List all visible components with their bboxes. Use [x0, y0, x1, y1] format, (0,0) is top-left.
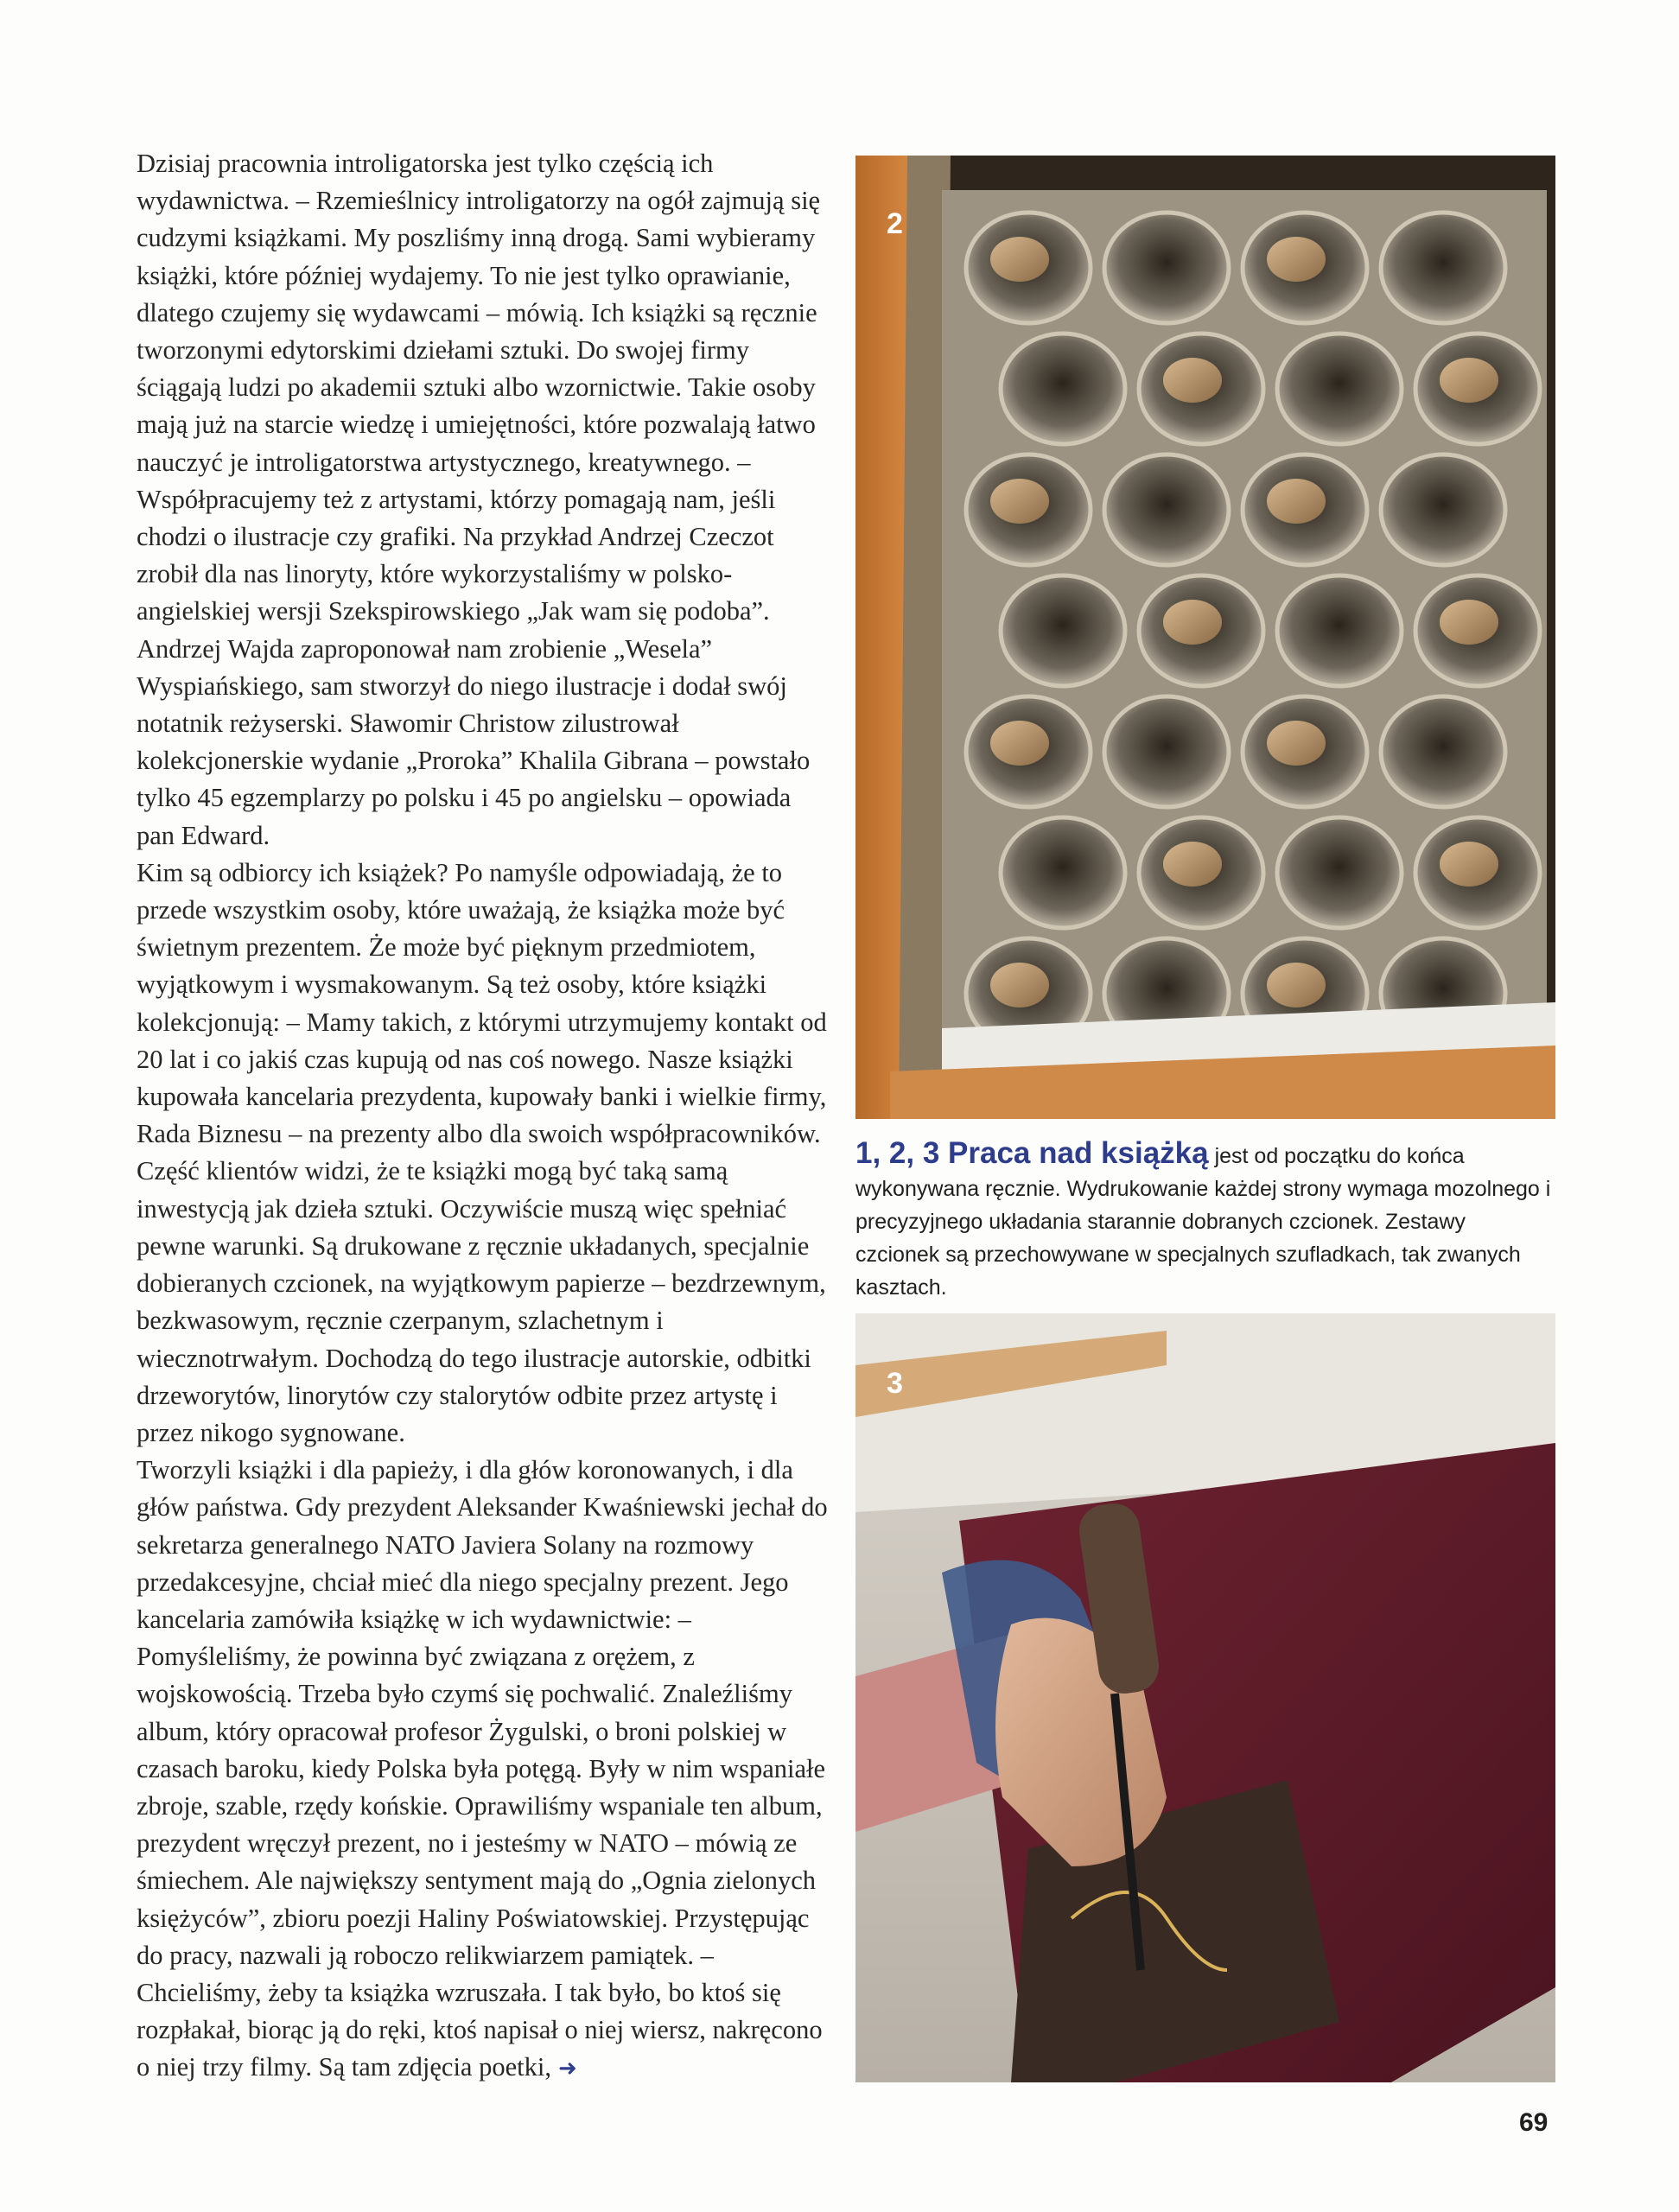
tool-handle: [1267, 237, 1326, 282]
article-paragraph-2: Kim są odbiorcy ich książek? Po namyśle odpowiadają, że to przede wszystkim osoby, które uważają, że książka może być świetnym prezentem. Że może być pięknym przedmiotem, wyjątkowym i wysmakowanym. Są też osoby, które książki kolekcjonują: – Mamy takich, z którymi utrzymujemy kontakt od 20 lat i co jakiś czas kupują od nas coś nowego. Nasze książki kupowała kancelaria prezydenta, kupowały banki i wielkie firmy, Rada Biznesu – na prezenty albo dla swoich współpracowników. Część klientów widzi, że te książki mogą być taką samą inwestycją jak dzieła sztuki. Oczywiście muszą więc spełniać pewne warunki. Są drukowane z ręcznie układanych, specjalnie dobieranych czcionek, na wyjątkowym papierze – bezdrzewnym, bezkwasowym, ręcznie czerpanym, szlachetnym i wiecznotrwałym. Dochodzą do tego ilustracje autorskie, odbitki drzeworytów, linorytów czy stalorytów odbite przez artystę i przez nikogo sygnowane.: [137, 857, 827, 1447]
tool-tube: [1104, 454, 1229, 565]
photo-tools-illustration: [855, 156, 1555, 1119]
tool-handle: [1440, 600, 1498, 645]
tool-handle: [1440, 842, 1498, 887]
photo-number-3: 3: [887, 1367, 903, 1400]
caption-lead: 1, 2, 3 Praca nad książką: [855, 1136, 1209, 1170]
article-text-column: [137, 145, 828, 2088]
tool-tube: [1104, 213, 1229, 323]
tool-handle: [990, 963, 1049, 1007]
tool-tube: [1277, 575, 1402, 686]
tool-tube: [1381, 213, 1505, 323]
tool-tube: [1277, 334, 1402, 444]
tool-handle: [1163, 600, 1222, 645]
tool-handle: [1267, 963, 1326, 1007]
page-number: 69: [1519, 2108, 1549, 2137]
tool-handle: [1440, 358, 1498, 403]
photo-hands-tooling-cover: [855, 1313, 1555, 2082]
photo-hands-illustration: [855, 1313, 1555, 2082]
tool-handle: [990, 721, 1049, 766]
tool-handle: [990, 237, 1049, 282]
tool-tube: [1104, 696, 1229, 807]
article-paragraph-1: Dzisiaj pracownia introligatorska jest tylko częścią ich wydawnictwa. – Rzemieślnicy introligatorzy na ogół zajmują się cudzymi książkami. My poszliśmy inną drogą. Sami wybieramy książki, które później wydajemy. To nie jest tylko oprawianie, dlatego czujemy się wydawcami – mówią. Ich książki są ręcznie tworzonymi edytorskimi dziełami sztuki. Do swojej firmy ściągają ludzi po akademii sztuki albo wzornictwie. Takie osoby mają już na starcie wiedzę i umiejętności, które pozwalają łatwo nauczyć je introligatorstwa artystycznego, kreatywnego. – Współpracujemy też z artystami, którzy pomagają nam, jeśli chodzi o ilustracje czy grafiki. Na przykład Andrzej Czeczot zrobił dla nas linoryty, które wykorzystaliśmy w polsko-angielskiej wersji Szekspirowskiego „Jak wam się podoba”. Andrzej Wajda zaproponował nam zrobienie „Wesela” Wyspiańskiego, sam stworzył do niego ilustracje i dodał swój notatnik reżyserski. Sławomir Christow zilustrował kolekcjonerskie wydanie „Proroka” Khalila Gibrana – powstało tylko 45 egzemplarzy po polsku i 45 po angielsku – opowiada pan Edward.: [137, 149, 821, 850]
article-paragraph-3-text: Tworzyli książki i dla papieży, i dla głów koronowanych, i dla głów państwa. Gdy prezydent Aleksander Kwaśniewski jechał do sekretarza generalnego NATO Javiera Solany na rozmowy przedakcesyjne, chciał mieć dla niego specjalny prezent. Jego kancelaria zamówiła książkę w ich wydawnictwie: – Pomyśleliśmy, że powinna być związana z orężem, z wojskowością. Trzeba było czymś się pochwalić. Znaleźliśmy album, który opracował profesor Żygulski, o broni polskiej w czasach baroku, kiedy Polska była potęgą. Były w nim wspaniałe zbroje, szable, rzędy końskie. Oprawiliśmy wspaniale ten album, prezydent wręczył prezent, no i jesteśmy w NATO – mówią ze śmiechem. Ale największy sentyment mają do „Ognia zielonych księżyców”, zbioru poezji Haliny Poświatowskiej. Przystępując do pracy, nazwali ją roboczo relikwiarzem pamiątek. – Chcieliśmy, żeby ta książka wzruszała. I tak było, bo ktoś się rozpłakał, biorąc ją do ręki, ktoś napisał o niej wiersz, nakręcono o niej trzy filmy. Są tam zdjęcia poetki,: [137, 1455, 828, 2082]
tool-handle: [990, 479, 1049, 524]
tool-tube: [1001, 817, 1125, 928]
tool-tube: [1381, 696, 1505, 807]
tool-handle: [1163, 842, 1222, 887]
article-paragraph-3: [137, 1452, 828, 2088]
photo-caption: [855, 1137, 1555, 1304]
photo-number-2: 2: [887, 207, 903, 240]
continue-arrow-icon: ➜: [557, 2056, 577, 2082]
tool-tube: [1001, 334, 1125, 444]
photo-bookbinding-tools: [855, 156, 1555, 1119]
tool-handle: [1267, 479, 1326, 524]
tool-tube: [1277, 817, 1402, 928]
tool-tube: [1381, 454, 1505, 565]
tool-tube: [1001, 575, 1125, 686]
caption-body: jest od początku do końca wykonywana ręcznie. Wydrukowanie każdej strony wymaga mozolnego i precyzyjnego układania starannie dobranych czcionek. Zestawy czcionek są przechowywane w specjalnych szufladkach, tak zwanych kasztach.: [855, 1144, 1551, 1300]
tool-handle: [1267, 721, 1326, 766]
tool-handle: [1163, 358, 1222, 403]
